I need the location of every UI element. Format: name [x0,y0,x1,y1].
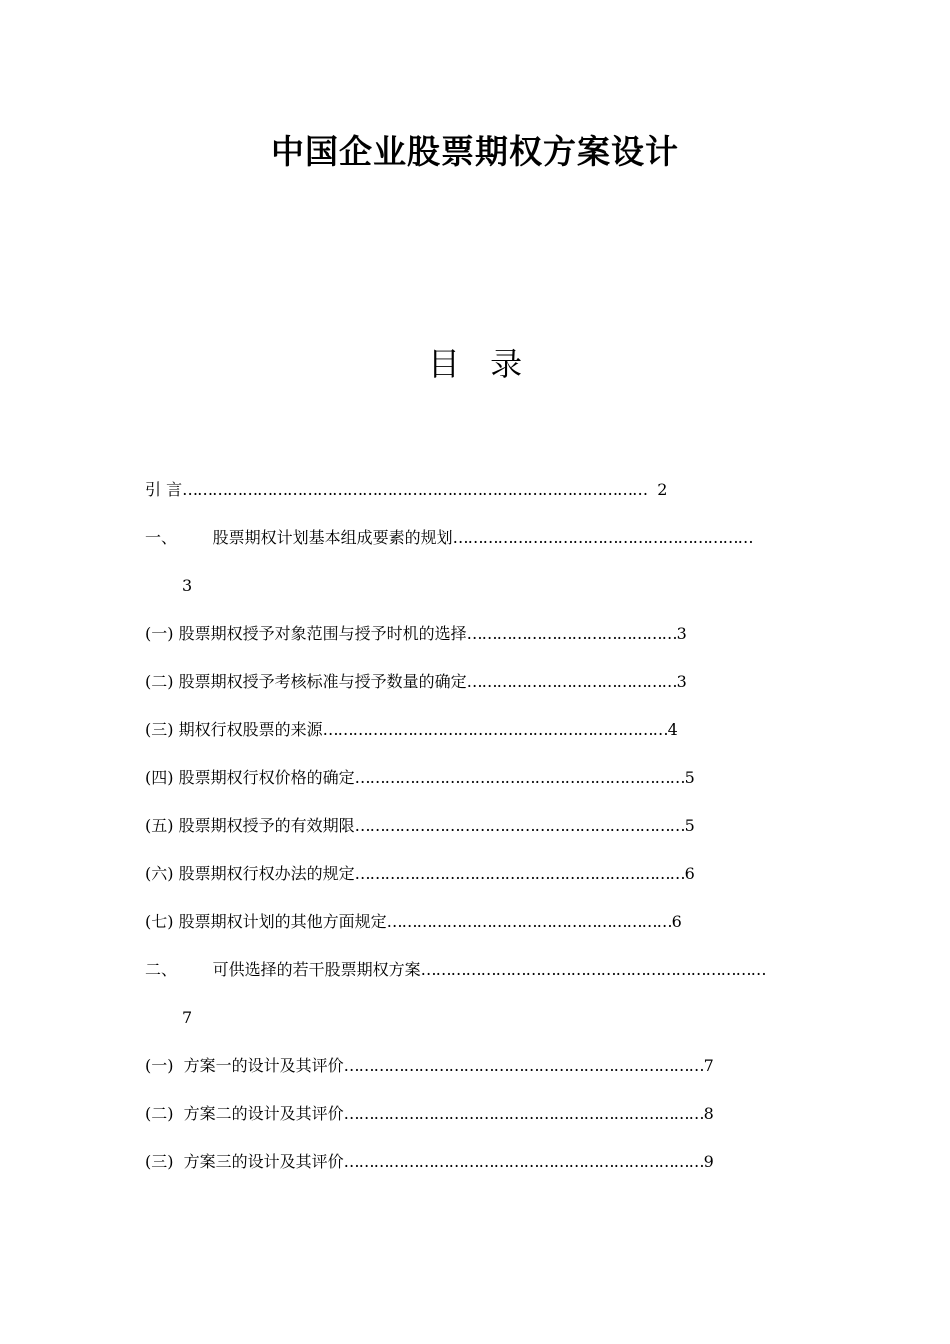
toc-entry-label: (六) 股票期权行权办法的规定 [145,864,355,883]
toc-entry-subsection[interactable] [145,1054,714,1078]
toc-entry-subsection[interactable] [145,622,687,646]
toc-entry-page: 3 [676,624,687,643]
toc-entry-page: 5 [684,768,695,787]
toc-entry-label: 引 言 [145,480,183,499]
toc-entry-label: (一) 股票期权授予对象范围与授予时机的选择 [145,624,467,643]
toc-entry-page: 3 [182,576,193,595]
toc-leader-dots: …………………………………… [466,672,677,691]
toc-heading-char-2: 录 [490,345,523,383]
toc-leader-dots: …………………………………………………………… [420,960,766,979]
toc-entry-label: 一、 股票期权计划基本组成要素的规划 [145,528,453,547]
toc-leader-dots: ………………………………………………………… [354,864,685,883]
toc-leader-dots: ……………………………………………………………… [343,1104,704,1123]
toc-entry-intro[interactable] [145,478,667,502]
toc-leader-dots: ………………………………………………………… [354,768,685,787]
toc-heading-char-1: 目 [427,345,460,383]
toc-entry-page: 2 [657,480,668,499]
toc-entry-subsection[interactable] [145,862,695,886]
toc-leader-dots: ………………………………………………………… [354,816,685,835]
toc-leader-dots: ………………………………………………………………………………… [182,480,648,499]
document-title: 中国企业股票期权方案设计 [271,132,679,171]
toc-entry-page: 5 [684,816,695,835]
toc-entry-section-2[interactable] [145,958,766,982]
toc-entry-subsection[interactable] [145,910,682,934]
toc-entry-label: (三) 期权行权股票的来源 [145,720,323,739]
toc-entry-label: (二) 股票期权授予考核标准与授予数量的确定 [145,672,467,691]
toc-entry-subsection[interactable] [145,718,678,742]
toc-entry-label: (七) 股票期权计划的其他方面规定 [145,912,387,931]
toc-leader-dots: ………………………………………………… [386,912,672,931]
toc-entry-label: 二、 可供选择的若干股票期权方案 [145,960,421,979]
toc-entry-label: (四) 股票期权行权价格的确定 [145,768,355,787]
toc-entry-label: (一) 方案一的设计及其评价 [145,1056,344,1075]
toc-leader-dots: ……………………………………………………………… [343,1152,704,1171]
toc-entry-subsection[interactable] [145,766,695,790]
toc-entry-page: 9 [703,1152,714,1171]
toc-entry-subsection[interactable] [145,814,695,838]
toc-entry-page: 6 [671,912,682,931]
toc-entry-subsection[interactable] [145,1150,714,1174]
toc-leader-dots: …………………………………………………… [452,528,753,547]
toc-entry-label: (二) 方案二的设计及其评价 [145,1104,344,1123]
toc-entry-page: 7 [703,1056,714,1075]
toc-entry-section-1[interactable] [145,526,753,550]
toc-entry-label: (三) 方案三的设计及其评价 [145,1152,344,1171]
toc-leader-dots: ……………………………………………………………… [343,1056,704,1075]
toc-entry-subsection[interactable] [145,670,687,694]
toc-leader-dots: …………………………………………………………… [322,720,668,739]
toc-heading [0,340,950,388]
toc-entry-page: 8 [703,1104,714,1123]
toc-entry-page: 7 [182,1008,193,1027]
toc-entry-subsection[interactable] [145,1102,714,1126]
toc-entry-page: 6 [684,864,695,883]
toc-entry-page: 3 [676,672,687,691]
toc-entry-page: 4 [667,720,678,739]
toc-entry-label: (五) 股票期权授予的有效期限 [145,816,355,835]
toc-leader-dots: …………………………………… [466,624,677,643]
